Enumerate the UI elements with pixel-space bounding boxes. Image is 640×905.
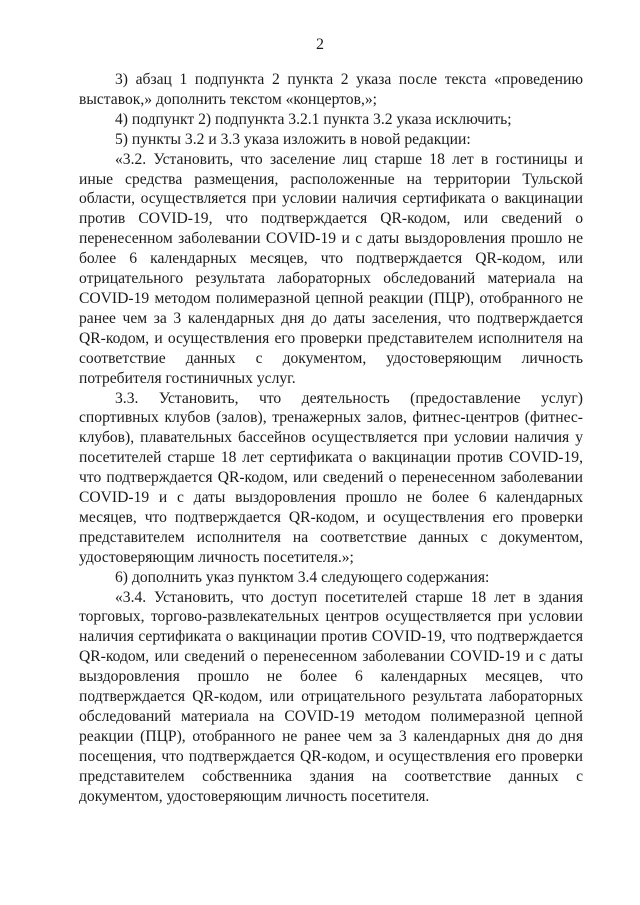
paragraph-item-6: 6) дополнить указ пунктом 3.4 следующего содержания: — [115, 568, 490, 586]
paragraph-item-3: 3) абзац 1 подпункта 2 пункта 2 указа после текста «проведению выставок,» дополнить текстом «концертов,»; — [79, 71, 583, 108]
paragraph-item-4: 4) подпункт 2) подпункта 3.2.1 пункта 3.2 указа исключить; — [115, 110, 512, 128]
document-body — [79, 70, 583, 807]
paragraph-clause-3-2: «3.2. Установить, что заселение лиц старше 18 лет в гостиницы и иные средства размещения, расположенные на территории Тульской области, осуществляется при условии наличия сертификата о вакцинации против COVID-19, что подтверждается QR-кодом, или сведений о перенесенном заболевании COVID-19 и с даты выздоровления прошло не более 6 календарных месяцев, что подтверждается QR-кодом, или отрицательного результата лабораторных обследований материала на COVID-19 методом полимеразной цепной реакции (ПЦР), отобранного не ранее чем за 3 календарных дня до даты заселения, что подтверждается QR-кодом, и осуществления его проверки представителем исполнителя на соответствие данных с документом, удостоверяющим личность потребителя гостиничных услуг. — [79, 150, 583, 387]
page-number: 2 — [316, 36, 324, 53]
paragraph-clause-3-4: «3.4. Установить, что доступ посетителей старше 18 лет в здания торговых, торгово-развлекательных центров осуществляется при условии наличия сертификата о вакцинации против COVID-19, что подтверждается QR-кодом, или сведений о перенесенном заболевании COVID-19 и с даты выздоровления прошло не более 6 календарных месяцев, что подтверждается QR-кодом, или отрицательного результата лабораторных обследований материала на COVID-19 методом полимеразной цепной реакции (ПЦР), отобранного не ранее чем за 3 календарных дня до дня посещения, что подтверждается QR-кодом, и осуществления его проверки представителем собственника здания на соответствие данных с документом, удостоверяющим личность посетителя. — [79, 588, 583, 805]
paragraph-clause-3-3: 3.3. Установить, что деятельность (предоставление услуг) спортивных клубов (залов), тренажерных залов, фитнес-центров (фитнес-клубов), плавательных бассейнов осуществляется при условии наличия у посетителей старше 18 лет сертификата о вакцинации против COVID-19, что подтверждается QR-кодом, или сведений о перенесенном заболевании COVID-19 и с даты выздоровления прошло не более 6 календарных месяцев, что подтверждается QR-кодом, и осуществления его проверки представителем исполнителя на соответствие данных с документом, удостоверяющим личность посетителя.»; — [79, 389, 583, 566]
paragraph-item-5: 5) пункты 3.2 и 3.3 указа изложить в новой редакции: — [115, 130, 471, 148]
